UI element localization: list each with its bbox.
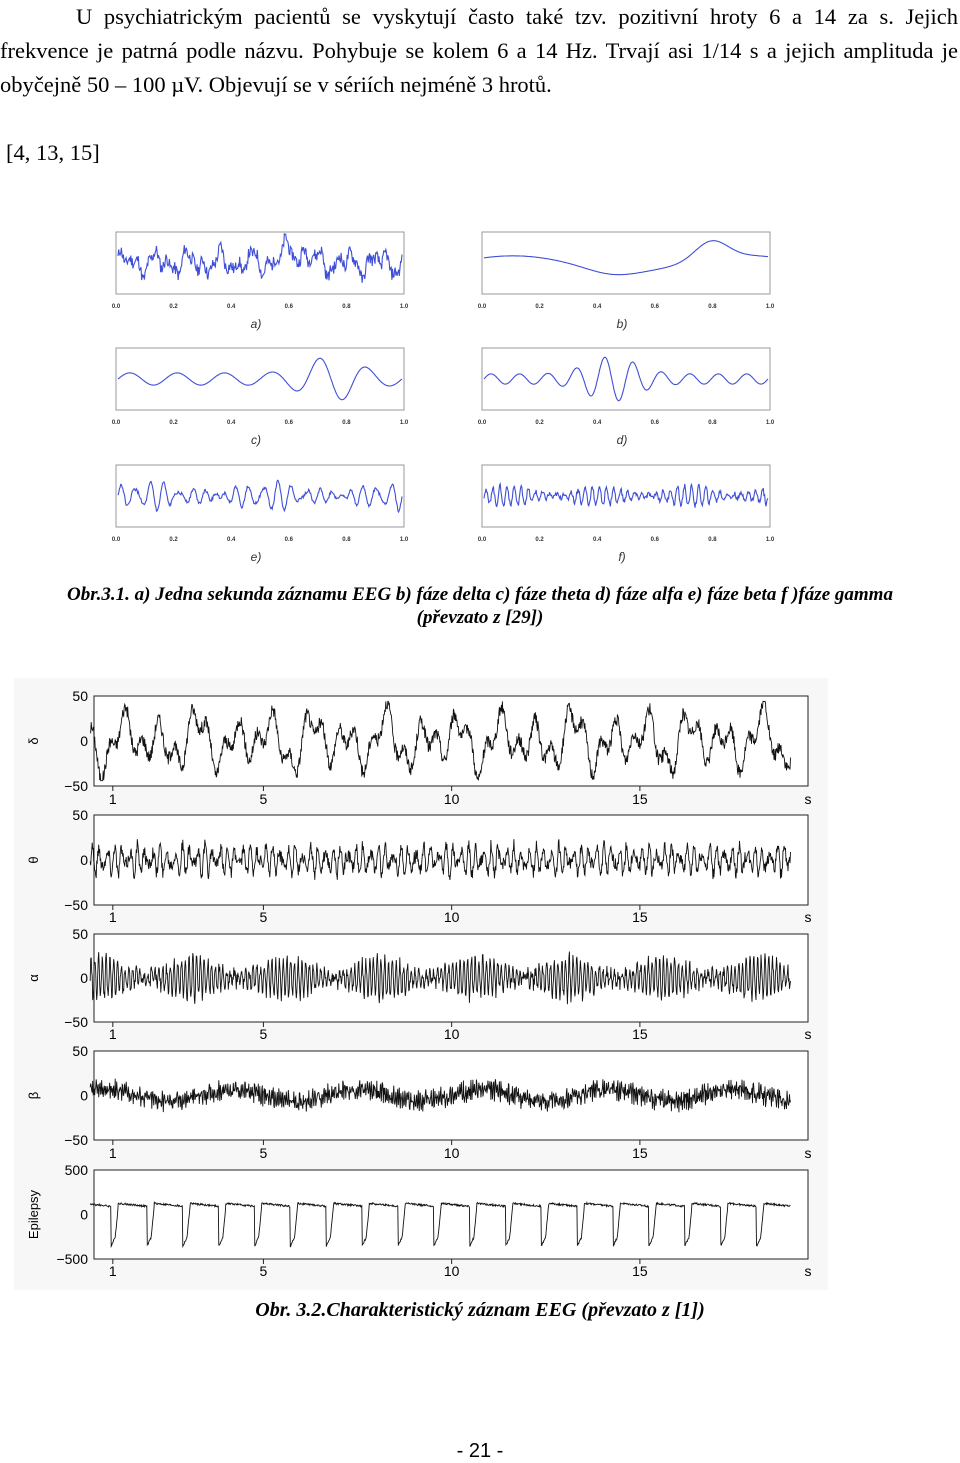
x-tick-label: 0.2 bbox=[535, 420, 544, 426]
phase-panel-d bbox=[478, 348, 775, 447]
x-tick-label: 0.6 bbox=[650, 537, 659, 543]
y-tick-label: −50 bbox=[64, 778, 88, 794]
x-tick-label: 0.6 bbox=[650, 304, 659, 310]
x-tick-label: 0.4 bbox=[227, 420, 236, 426]
x-tick-label: 0.4 bbox=[593, 537, 602, 543]
x-tick-label: 0.4 bbox=[593, 304, 602, 310]
x-tick-label: 5 bbox=[259, 909, 268, 925]
x-tick-label: 0.6 bbox=[650, 420, 659, 426]
x-tick-label: 1.0 bbox=[765, 537, 775, 543]
x-tick-label: 1.0 bbox=[399, 304, 409, 310]
x-axis-unit: s bbox=[804, 791, 812, 807]
x-tick-label: 0.6 bbox=[284, 304, 293, 310]
x-tick-label: 1.0 bbox=[765, 420, 775, 426]
y-tick-label: 50 bbox=[72, 1043, 88, 1059]
x-tick-label: 0.0 bbox=[477, 420, 487, 426]
x-tick-label: 0.6 bbox=[284, 420, 293, 426]
figure-1-caption-line1: Obr.3.1. a) Jedna sekunda záznamu EEG b) fáze delta c) fáze theta d) fáze alfa e) fáze beta f )fáze gamma bbox=[67, 584, 893, 605]
phase-trace bbox=[118, 234, 402, 283]
x-tick-label: 10 bbox=[443, 1263, 460, 1279]
x-tick-label: 5 bbox=[259, 1026, 268, 1042]
x-axis-unit: s bbox=[804, 1026, 812, 1042]
phase-panel-b bbox=[478, 232, 775, 331]
x-tick-label: 15 bbox=[632, 1263, 648, 1279]
row-frame bbox=[94, 696, 808, 786]
figure-eeg-phases bbox=[0, 220, 960, 575]
x-tick-label: 0.2 bbox=[169, 304, 178, 310]
row-frame bbox=[94, 1170, 808, 1259]
figure-2-caption: Obr. 3.2.Charakteristický záznam EEG (převzato z [1]) bbox=[255, 1299, 705, 1321]
phase-panel-a bbox=[112, 232, 409, 331]
row-label: θ bbox=[26, 856, 41, 864]
phase-trace bbox=[484, 241, 768, 275]
x-tick-label: 1 bbox=[108, 1026, 117, 1042]
x-tick-label: 15 bbox=[632, 909, 648, 925]
y-tick-label: 50 bbox=[72, 807, 88, 823]
x-tick-label: 1.0 bbox=[765, 304, 775, 310]
x-tick-label: 1.0 bbox=[399, 420, 409, 426]
x-tick-label: 0.0 bbox=[477, 537, 487, 543]
x-tick-label: 0.8 bbox=[342, 537, 351, 543]
x-tick-label: 0.6 bbox=[284, 537, 293, 543]
figure-1-caption-line2: (převzato z [29]) bbox=[416, 607, 544, 628]
x-tick-label: 10 bbox=[443, 1026, 460, 1042]
x-tick-label: 1 bbox=[108, 791, 117, 807]
y-tick-label: 0 bbox=[80, 1087, 88, 1104]
row-label: δ bbox=[26, 737, 41, 745]
phase-trace bbox=[118, 358, 402, 399]
x-tick-label: 5 bbox=[259, 1145, 268, 1161]
y-tick-label: −50 bbox=[64, 897, 88, 913]
x-tick-label: 0.8 bbox=[342, 420, 351, 426]
x-tick-label: 0.2 bbox=[169, 537, 178, 543]
x-tick-label: 0.4 bbox=[227, 304, 236, 310]
phase-trace bbox=[484, 484, 768, 508]
body-paragraph: U psychiatrickým pacientů se vyskytují často také tzv. pozitivní hroty 6 a 14 za s. Jejich frekvence je patrná podle názvu. Pohybuje se kolem 6 a 14 Hz. Trvají asi 1/14 s a jejich amplituda je obyčejně 50 – 100 µV. Objevují se v sériích nejméně 3 hrotů. bbox=[0, 4, 958, 97]
x-axis-unit: s bbox=[804, 909, 812, 925]
panel-label: a) bbox=[250, 317, 262, 331]
x-tick-label: 0.8 bbox=[708, 420, 717, 426]
x-tick-label: 0.2 bbox=[169, 420, 178, 426]
x-tick-label: 0.8 bbox=[708, 537, 717, 543]
y-tick-label: 50 bbox=[72, 688, 88, 704]
x-tick-label: 0.8 bbox=[708, 304, 717, 310]
x-tick-label: 10 bbox=[443, 791, 460, 807]
panel-frame bbox=[116, 232, 404, 294]
x-tick-label: 15 bbox=[632, 1145, 648, 1161]
y-tick-label: −50 bbox=[64, 1132, 88, 1148]
x-tick-label: 0.2 bbox=[535, 304, 544, 310]
y-tick-label: 50 bbox=[72, 926, 88, 942]
row-label: α bbox=[26, 974, 41, 982]
references: [4, 13, 15] bbox=[6, 140, 100, 165]
figure-1-caption bbox=[0, 583, 960, 629]
x-tick-label: 1.0 bbox=[399, 537, 409, 543]
x-tick-label: 1 bbox=[108, 1145, 117, 1161]
x-tick-label: 0.2 bbox=[535, 537, 544, 543]
x-tick-label: 1 bbox=[108, 909, 117, 925]
y-tick-label: 0 bbox=[80, 733, 88, 749]
x-tick-label: 0.4 bbox=[227, 537, 236, 543]
y-tick-label: 500 bbox=[64, 1162, 88, 1178]
x-tick-label: 10 bbox=[443, 909, 460, 925]
x-tick-label: 0.4 bbox=[593, 420, 602, 426]
y-tick-label: −50 bbox=[64, 1014, 88, 1030]
phase-panel-c bbox=[112, 348, 409, 447]
panel-label: b) bbox=[616, 317, 628, 331]
phase-panel-f bbox=[478, 465, 775, 564]
y-tick-label: 0 bbox=[80, 970, 88, 986]
figure-eeg-record bbox=[0, 670, 960, 1290]
x-tick-label: 5 bbox=[259, 1263, 268, 1279]
y-tick-label: −500 bbox=[56, 1251, 88, 1267]
x-tick-label: 0.0 bbox=[477, 304, 487, 310]
panel-label: f) bbox=[618, 550, 626, 564]
x-tick-label: 10 bbox=[443, 1145, 460, 1161]
phase-trace bbox=[118, 480, 402, 512]
x-tick-label: 0.0 bbox=[111, 420, 121, 426]
y-tick-label: 0 bbox=[80, 1206, 88, 1223]
panel-frame bbox=[482, 232, 770, 294]
panel-label: e) bbox=[250, 550, 262, 564]
x-tick-label: 1 bbox=[108, 1263, 117, 1279]
y-tick-label: 0 bbox=[80, 852, 88, 868]
x-tick-label: 5 bbox=[259, 791, 268, 807]
page-number: - 21 - bbox=[456, 1440, 504, 1462]
row-label: β bbox=[26, 1091, 41, 1100]
x-tick-label: 0.0 bbox=[111, 304, 121, 310]
x-tick-label: 15 bbox=[632, 1026, 648, 1042]
x-axis-unit: s bbox=[804, 1263, 812, 1279]
row-label: Epilepsy bbox=[26, 1189, 41, 1240]
panel-label: d) bbox=[616, 433, 628, 447]
phase-trace bbox=[484, 357, 768, 401]
x-tick-label: 15 bbox=[632, 791, 648, 807]
phase-panel-e bbox=[112, 465, 409, 564]
x-tick-label: 0.8 bbox=[342, 304, 351, 310]
x-axis-unit: s bbox=[804, 1145, 812, 1161]
panel-label: c) bbox=[251, 433, 261, 447]
x-tick-label: 0.0 bbox=[111, 537, 121, 543]
